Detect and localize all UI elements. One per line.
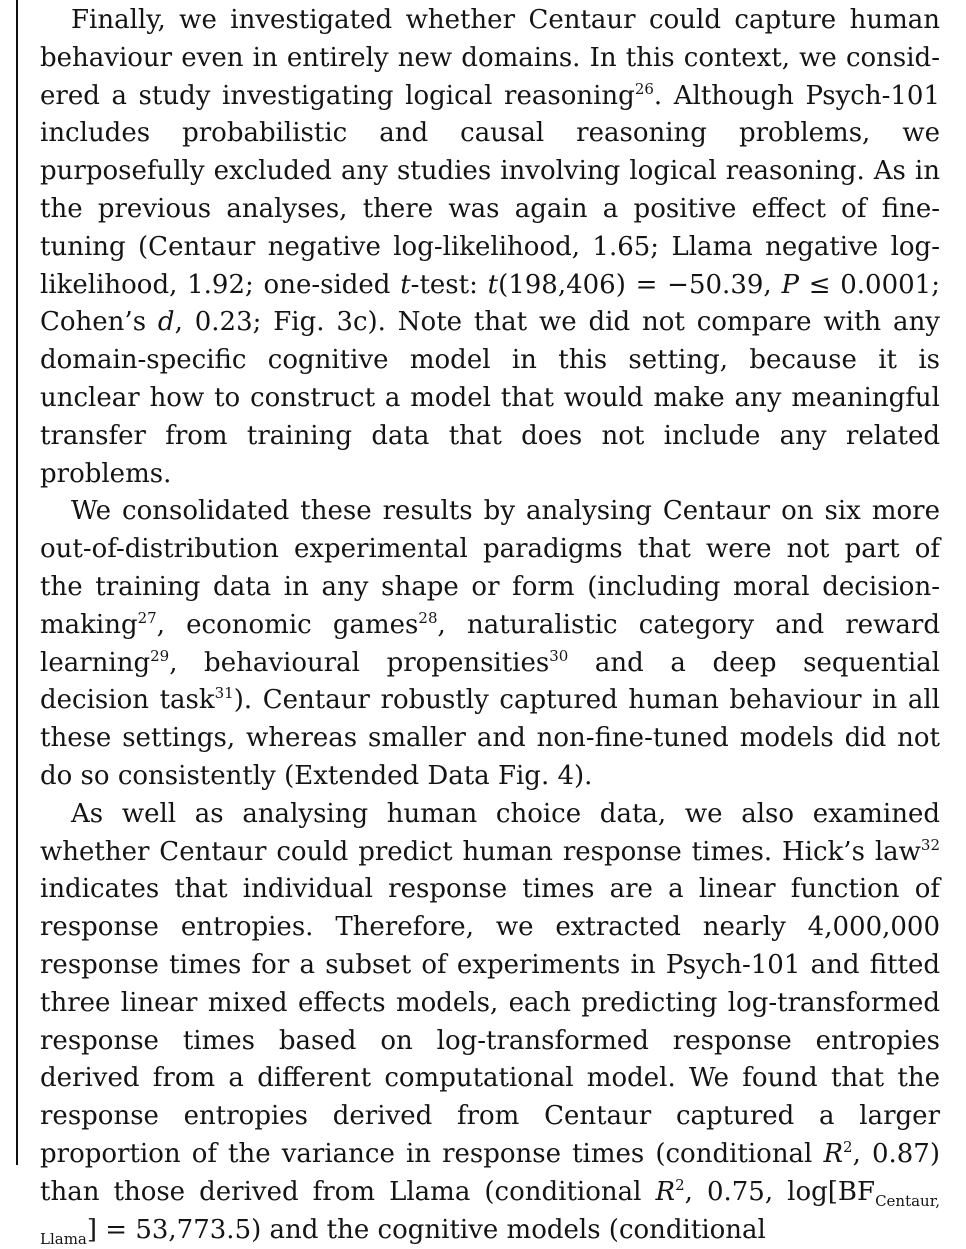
italic-text: P [781,269,799,300]
italic-text: t [400,269,411,300]
text-run: , 0.23; Fig. 3c). Note that we did not compare with any domain-specific cognitive model in this setting, because it is unclear how to construct a model that would make any meaningful transfer from training data that does not include any related problems. [40,307,940,489]
text-run: , 0.75, log[BF [684,1176,876,1207]
paragraph-logical-reasoning [40,2,940,493]
paragraph-out-of-distribution [40,493,940,795]
italic-text: t [487,269,499,300]
paragraph-response-times [40,796,940,1249]
text-run: ≤ 0.0001; Cohen’s [40,269,940,338]
text-run: ] = 53,773.5) and the cognitive models (conditional [86,1214,766,1245]
text-run: , economic games [156,609,419,640]
margin-rule [16,0,18,1165]
text-run: (198,406) = −50.39, [498,269,782,300]
text-run: Finally, we investigated whether Centaur could capture human behaviour even in entirely new domains. In this context, we considered a study investigating logical reasoning [40,5,940,111]
superscript: 31 [214,684,234,703]
text-run: We consolidated these results by analysing Centaur on six more out-of-distribution experimental paradigms that were not part of the training data in any shape or form (including moral decision-making [40,496,940,640]
superscript: 32 [920,835,940,854]
text-run: As well as analysing human choice data, we also examined whether Centaur could predict human response times. Hick’s law [40,798,940,867]
italic-text: d [157,307,175,338]
text-run: , 0.87) than those derived from Llama (conditional [40,1138,940,1207]
italic-text: R [655,1176,676,1207]
text-run: ). Centaur robustly captured human behaviour in all these settings, whereas smaller and non-fine-tuned models did not do so consistently (Extended Data Fig. 4). [40,685,940,791]
superscript: 26 [634,79,654,98]
text-run: , behavioural propensities [169,647,550,678]
text-run: indicates that individual response times are a linear function of response entropies. Therefore, we extracted nearly 4,000,000 response times for a subset of experiments in Psych-101 and fitted three linear mixed effects models, each predicting log-transformed response times based on log-transformed response entropies derived from a different computational model. We found that the response entropies derived from Centaur captured a larger proportion of the variance in response times (conditional [40,874,940,1169]
superscript: 2 [675,1175,685,1194]
superscript: 2 [843,1137,853,1156]
text-run: . Although Psych-101 includes probabilistic and causal reasoning problems, we purposefully excluded any studies involving logical reasoning. As in the previous analyses, there was again a positive effect of fine-tuning (Centaur negative log-likelihood, 1.65; Llama negative log-likelihood, 1.92; one-sided [40,80,940,300]
superscript: 29 [150,646,170,665]
text-run: and a deep sequential decision task [40,647,941,716]
italic-text: R [823,1138,844,1169]
superscript: 27 [137,608,157,627]
superscript: 30 [549,646,569,665]
article-body [40,2,940,1249]
superscript: 28 [418,608,438,627]
subscript: Centaur, Llama [40,1191,940,1248]
text-run: , naturalistic category and reward learning [40,609,940,678]
text-run: -test: [410,269,488,300]
